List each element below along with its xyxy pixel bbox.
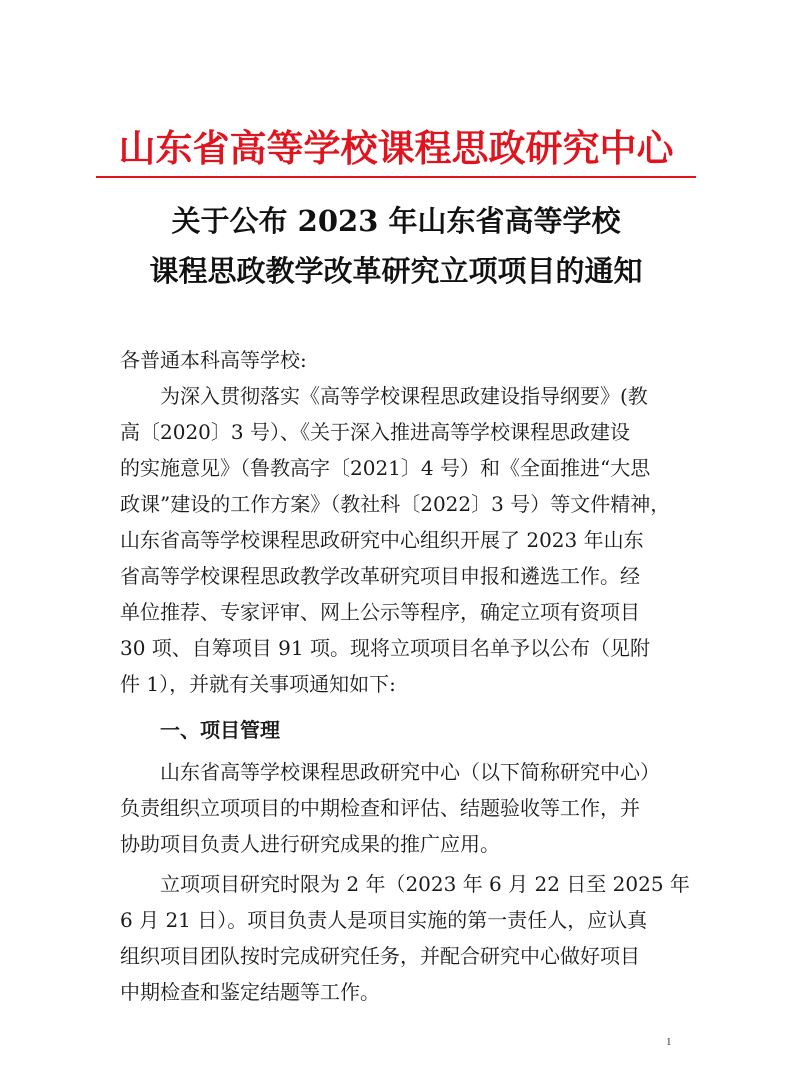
paragraph1-line: 政课”建设的工作方案》（教社科〔2022〕3 号）等文件精神， (120, 492, 671, 516)
paragraph3-line: 中期检查和鉴定结题等工作。 (120, 980, 380, 1004)
paragraph1-line: 的实施意见》（鲁教高字〔2021〕4 号）和《全面推进“大思 (120, 456, 651, 480)
salutation: 各普通本科高等学校: (120, 348, 307, 372)
section-heading-project-management: 一、项目管理 (160, 718, 280, 742)
paragraph1-line: 件 1），并就有关事项通知如下: (120, 672, 396, 696)
paragraph1-line: 山东省高等学校课程思政研究中心组织开展了 2023 年山东 (120, 528, 644, 552)
document-title-line-1: 关于公布 2023 年山东省高等学校 (171, 204, 621, 238)
masthead-org-name: 山东省高等学校课程思政研究中心 (118, 126, 674, 170)
paragraph1-line: 30 项、自筹项目 91 项。现将立项项目名单予以公布（见附 (120, 636, 650, 660)
paragraph2-line: 协助项目负责人进行研究成果的推广应用。 (120, 832, 500, 856)
paragraph3-line: 组织项目团队按时完成研究任务，并配合研究中心做好项目 (120, 944, 640, 968)
paragraph2-line: 负责组织立项项目的中期检查和评估、结题验收等工作，并 (120, 796, 640, 820)
document-title-line-2: 课程思政教学改革研究立项项目的通知 (149, 254, 643, 288)
masthead-red-rule (96, 176, 696, 178)
page-number: 1 (666, 1036, 672, 1048)
paragraph1-line: 高〔2020〕3 号）、《关于深入推进高等学校课程思政建设 (120, 420, 630, 444)
paragraph3-line: 立项项目研究时限为 2 年（2023 年 6 月 22 日至 2025 年 (160, 872, 690, 896)
paragraph1-line: 单位推荐、专家评审、网上公示等程序，确定立项有资项目 (120, 600, 640, 624)
paragraph1-line: 为深入贯彻落实《高等学校课程思政建设指导纲要》(教 (160, 384, 648, 408)
paragraph1-line: 省高等学校课程思政教学改革研究项目申报和遴选工作。经 (120, 564, 640, 588)
paragraph3-line: 6 月 21 日）。项目负责人是项目实施的第一责任人，应认真 (120, 908, 648, 932)
paragraph2-line: 山东省高等学校课程思政研究中心（以下简称研究中心） (160, 760, 660, 784)
